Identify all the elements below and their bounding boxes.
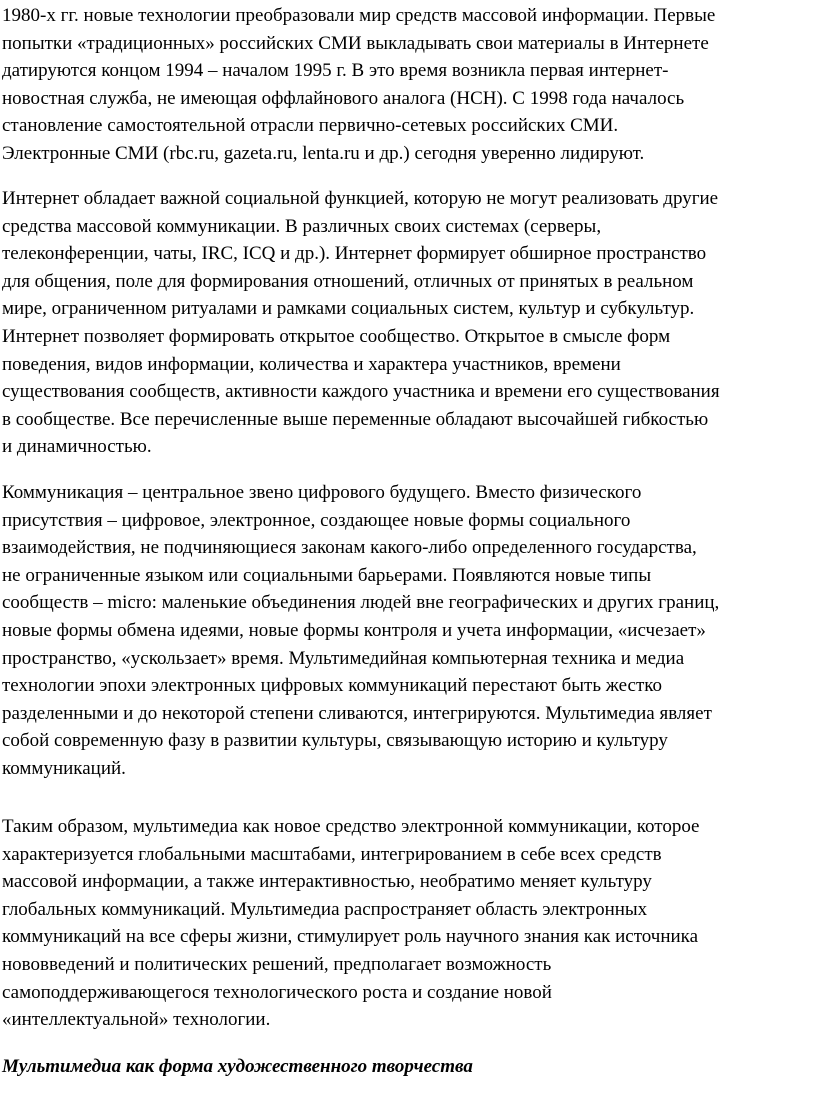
text-line: телеконференции, чаты, IRC, ICQ и др.). Интернет формирует обширное пространство bbox=[2, 243, 707, 265]
text-line: самоподдерживающегося технологического роста и создание новой bbox=[2, 981, 552, 1003]
text-line: коммуникаций на все сферы жизни, стимулирует роль научного знания как источника bbox=[2, 926, 699, 948]
text-line: Таким образом, мультимедиа как новое средство электронной коммуникации, которое bbox=[2, 816, 700, 837]
text-line: поведения, видов информации, количества и характера участников, времени bbox=[2, 353, 621, 375]
text-line: глобальных коммуникаций. Мультимедиа распространяет область электронных bbox=[2, 898, 648, 920]
text-line: технологии эпохи электронных цифровых коммуникаций перестают быть жестко bbox=[2, 675, 663, 697]
text-line: средства массовой коммуникации. В различных своих системах (серверы, bbox=[2, 215, 602, 237]
text-line: собой современную фазу в развитии культуры, связывающую историю и культуру bbox=[2, 730, 668, 752]
text-line: не ограниченные языком или социальными барьерами. Появляются новые типы bbox=[2, 564, 652, 586]
text-line: Электронные СМИ (rbc.ru, gazeta.ru, lenta.ru и др.) сегодня уверенно лидируют. bbox=[2, 142, 645, 164]
paragraph-internet-social-function bbox=[0, 185, 720, 461]
text-line: Интернет обладает важной социальной функцией, которую не могут реализовать другие bbox=[2, 188, 719, 209]
text-line: коммуникаций. bbox=[2, 757, 126, 779]
text-line: присутствия – цифровое, электронное, создающее новые формы социального bbox=[2, 509, 631, 531]
text-line: попытки «традиционных» российских СМИ выкладывать свои материалы в Интернете bbox=[2, 32, 709, 54]
paragraph-multimedia-conclusion bbox=[0, 813, 700, 1034]
text-line: Интернет позволяет формировать открытое сообщество. Открытое в смысле форм bbox=[2, 325, 671, 347]
text-line: в сообществе. Все перечисленные выше переменные обладают высочайшей гибкостью bbox=[2, 408, 709, 430]
text-line: взаимодействия, не подчиняющиеся законам какого-либо определенного государства, bbox=[2, 537, 697, 559]
text-line: 1980-х гг. новые технологии преобразовали мир средств массовой информации. Первые bbox=[2, 5, 716, 26]
text-line: разделенными и до некоторой степени сливаются, интегрируются. Мультимедиа являет bbox=[2, 702, 712, 724]
text-line: характеризуется глобальными масштабами, интегрированием в себе всех средств bbox=[2, 843, 662, 865]
text-line: пространство, «ускользает» время. Мультимедийная компьютерная техника и медиа bbox=[2, 647, 685, 669]
text-line: Коммуникация – центральное звено цифрового будущего. Вместо физического bbox=[2, 482, 642, 503]
text-line: для общения, поле для формирования отношений, отличных от принятых в реальном bbox=[2, 270, 694, 292]
paragraph-media-history bbox=[0, 2, 715, 168]
text-line: мире, ограниченном ритуалами и рамками социальных систем, культур и субкультур. bbox=[2, 298, 695, 320]
text-line: существования сообществ, активности каждого участника и времени его существования bbox=[2, 381, 720, 403]
text-line: нововведений и политических решений, предполагает возможность bbox=[2, 953, 552, 975]
text-line: новостная служба, не имеющая оффлайнового аналога (НСН). С 1998 года началось bbox=[2, 87, 685, 109]
text-line: становление самостоятельной отрасли первично-сетевых российских СМИ. bbox=[2, 115, 619, 137]
text-line: «интеллектуальной» технологии. bbox=[2, 1009, 271, 1031]
text-line: массовой информации, а также интерактивностью, необратимо меняет культуру bbox=[2, 871, 652, 893]
section-heading: Мультимедиа как форма художественного творчества bbox=[2, 1056, 473, 1077]
text-line: датируются концом 1994 – началом 1995 г. В это время возникла первая интернет- bbox=[2, 60, 669, 82]
text-line: сообществ – micro: маленькие объединения людей вне географических и других границ, bbox=[2, 592, 720, 614]
text-line: и динамичностью. bbox=[2, 436, 152, 458]
paragraph-communication-digital-future bbox=[0, 479, 719, 783]
text-line: новые формы обмена идеями, новые формы контроля и учета информации, «исчезает» bbox=[2, 619, 706, 641]
